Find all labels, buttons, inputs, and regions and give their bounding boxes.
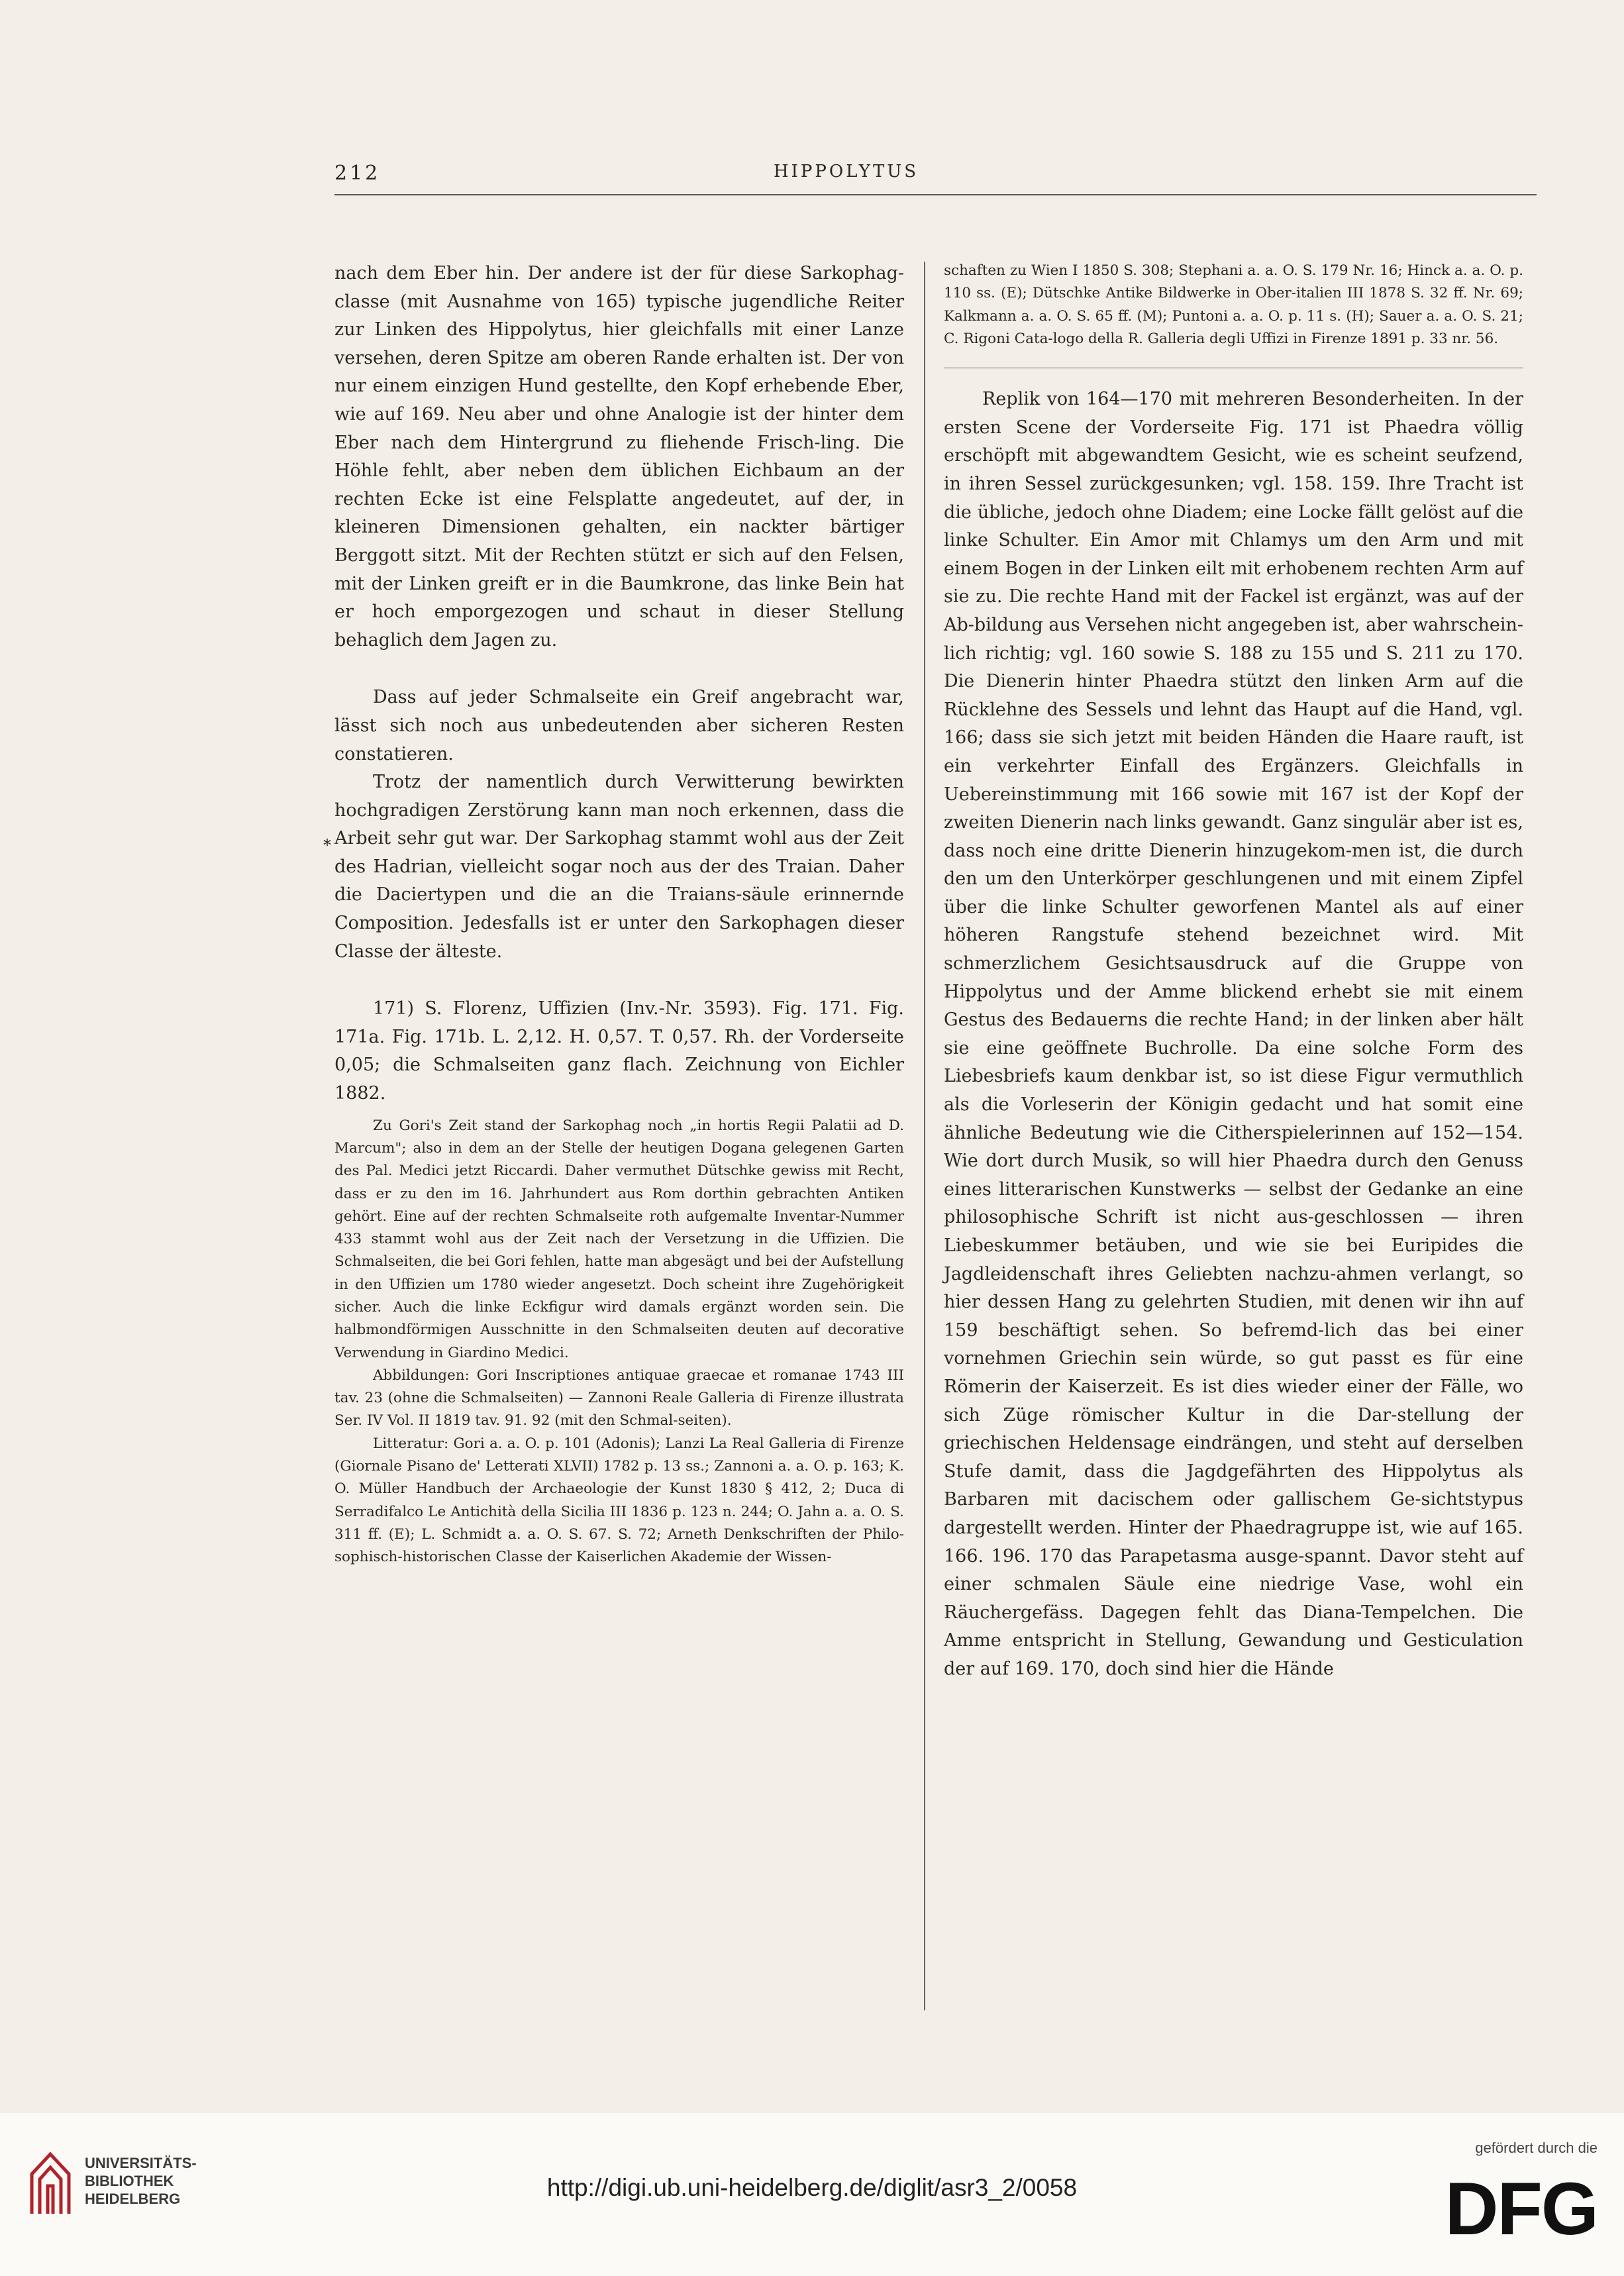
library-name-line-1: UNIVERSITÄTS- xyxy=(85,2155,197,2171)
margin-mark: * xyxy=(323,836,331,854)
catalogue-entry-171: 171) S. Florenz, Uffizien (Inv.-Nr. 3593). Fig. 171. Fig. 171a. Fig. 171b. L. 2,12. H. 0,57. T. 0,57. Rh. der Vorderseite 0,05; die Schmalseiten ganz flach. Zeichnung von Eichler 1882. xyxy=(334,998,904,1104)
left-column xyxy=(334,260,904,1569)
permalink-url[interactable]: http://digi.ub.uni-heidelberg.de/diglit/asr3_2/0058 xyxy=(546,2174,1078,2201)
digitization-footer xyxy=(0,2113,1624,2276)
library-name-line-3: HEIDELBERG xyxy=(85,2191,181,2207)
page-number: 212 xyxy=(334,162,381,185)
header-rule xyxy=(334,194,1537,195)
left-para-3: Trotz der namentlich durch Verwitterung bewirkten hochgradigen Zerstörung kann man noch erkennen, dass die Arbeit sehr gut war. Der Sarkophag stammt wohl aus der Zeit des Hadrian, vielleicht sogar noch aus der des Traian. Daher die Daciertypen und die an die Traians-säule erinnernde Composition. Jedesfalls ist er unter den Sarkophagen dieser Classe der älteste. xyxy=(334,772,904,962)
left-para-1: nach dem Eber hin. Der andere ist der für diese Sarkophag-classe (mit Ausnahme von 165) typische jugendliche Reiter zur Linken des Hippolytus, hier gleichfalls mit einer Lanze versehen, deren Spitze am oberen Rande erhalten ist. Der von nur einem einzigen Hund gestellte, den Kopf erhebende Eber, wie auf 169. Neu aber und ohne Analogie ist der hinter dem Eber nach dem Hintergrund zu fliehende Frisch-ling. Die Höhle fehlt, aber neben dem üblichen Eichbaum an der rechten Ecke ist eine Felsplatte angedeutet, auf der, in kleineren Dimensionen gehalten, ein nackter bärtiger Berggott sitzt. Mit der Rechten stützt er sich auf den Felsen, mit der Linken greift er in die Baumkrone, das linke Bein hat er hoch emporgezogen und schaut in dieser Stellung behaglich dem Jagen zu. xyxy=(334,263,904,650)
right-para-1: Replik von 164—170 mit mehreren Besonderheiten. In der ersten Scene der Vorderseite Fig. 171 ist Phaedra völlig erschöpft mit abgewandtem Gesicht, wie es scheint seufzend, in ihren Sessel zurückgesunken; vgl. 158. 159. Ihre Tracht ist die übliche, jedoch ohne Diadem; eine Locke fällt gelöst auf die linke Schulter. Ein Amor mit Chlamys um den Arm und mit einem Bogen in der Linken eilt mit erhobenem rechten Arm auf sie zu. Die rechte Hand mit der Fackel ist ergänzt, was auf der Ab-bildung aus Versehen nicht angegeben ist, aber wahrschein-lich richtig; vgl. 160 sowie S. 188 zu 155 und S. 211 zu 170. Die Dienerin hinter Phaedra stützt den linken Arm auf die Rücklehne des Sessels und lehnt das Haupt auf die Hand, vgl. 166; dass sie sich jetzt mit beiden Händen die Haare rauft, ist ein verkehrter Einfall des Ergänzers. Gleichfalls in Uebereinstimmung mit 166 sowie mit 167 ist der Kopf der zweiten Dienerin nach links gewandt. Ganz singulär aber ist es, dass noch eine dritte Dienerin hinzugekom-men ist, die durch den um den Unterkörper geschlungenen und mit einem Zipfel über die linke Schulter geworfenen Mantel als auf einer höheren Rangstufe stehend bezeichnet wird. Mit schmerzlichem Gesichtsausdruck auf die Gruppe von Hippolytus und der Amme blickend erhebt sie mit einem Gestus des Bedauerns die rechte Hand; in der linken aber hält sie eine geöffnete Buchrolle. Da eine solche Form des Liebesbriefs kaum denkbar ist, so ist diese Figur vermuthlich als die Vorleserin der Königin gedacht und hat somit eine ähnliche Bedeutung wie die Citherspielerinnen auf 152—154. Wie dort durch Musik, so will hier Phaedra durch den Genuss eines litterarischen Kunstwerks — selbst der Gedanke an eine philosophische Schrift ist nicht aus-geschlossen — ihren Liebeskummer betäuben, und wie sie bei Euripides die Jagdleidenschaft ihres Geliebten nachzu-ahmen verlangt, so hier dessen Hang zu gelehrten Studien, mit denen wir ihn auf 159 beschäftigt sehen. So befremd-lich das bei einer vornehmen Griechin sein würde, so gut passt es für eine Römerin der Kaiserzeit. Es ist dies wieder einer der Fälle, wo sich Züge römischer Kultur in die Dar-stellung der griechischen Heldensage eindrängen, und steht auf derselben Stufe damit, dass die Jagdgefährten des Hippolytus als Barbaren mit dacischem oder gallischem Ge-sichtstypus dargestellt werden. Hinter der Phaedragruppe ist, wie auf 165. 166. 196. 170 das Parapetasma ausge-spannt. Davor steht auf einer schmalen Säule eine niedrige Vase, wohl ein Räuchergefäss. Dagegen fehlt das Diana-Tempelchen. Die Amme entspricht in Stellung, Gewandung und Gesticulation der auf 169. 170, doch sind hier die Hände xyxy=(944,389,1523,1679)
footnote-abbildungen: Abbildungen: Gori Inscriptiones antiquae graecae et romanae 1743 III tav. 23 (ohne die Schmalseiten) — Zannoni Reale Galleria di Firenze illustrata Ser. IV Vol. II 1819 tav. 91. 92 (mit den Schmal-seiten). xyxy=(334,1367,904,1429)
right-column xyxy=(944,260,1523,1684)
left-para-2: Dass auf jeder Schmalseite ein Greif angebracht war, lässt sich noch aus unbedeutenden aber sicheren Resten constatieren. xyxy=(334,687,904,764)
dfg-logo: DFG xyxy=(1445,2167,1598,2250)
running-title: HIPPOLYTUS xyxy=(773,162,919,181)
column-rule xyxy=(924,262,925,2010)
footnote-divider xyxy=(944,350,1523,368)
page-header xyxy=(334,162,1358,188)
sponsor-label: gefördert durch die xyxy=(1475,2140,1598,2156)
footnote-provenance: Zu Gori's Zeit stand der Sarkophag noch „in hortis Regii Palatii ad D. Marcum"; also in dem an der Stelle der heutigen Dogana gelegenen Garten des Pal. Medici jetzt Riccardi. Daher vermuthet Dütschke gewiss mit Recht, dass er zu den im 16. Jahrhundert aus Rom dorthin gebrachten Antiken gehört. Eine auf der rechten Schmalseite roth aufgemalte Inventar-Nummer 433 stammt wohl aus der Zeit nach der Versetzung in die Uffizien. Die Schmalseiten, die bei Gori fehlen, hatte man abgesägt und bei der Aufstellung in den Uffizien um 1780 wieder angesetzt. Doch scheint ihre Zugehörigkeit sicher. Auch die linke Eckfigur wird damals ergänzt worden sein. Die halbmondförmigen Ausschnitte in den Schmalseiten deuten auf decorative Verwendung in Giardino Medici. xyxy=(334,1117,904,1361)
footnote-litteratur: Litteratur: Gori a. a. O. p. 101 (Adonis); Lanzi La Real Galleria di Firenze (Giornale Pisano de' Letterati XLVII) 1782 p. 13 ss.; Zannoni a. a. O. p. 163; K. O. Müller Handbuch der Archaeologie der Kunst 1830 § 412, 2; Duca di Serradifalco Le Antichità della Sicilia III 1836 p. 123 n. 244; O. Jahn a. a. O. S. 311 ff. (E); L. Schmidt a. a. O. S. 67. S. 72; Arneth Denkschriften der Philo-sophisch-historischen Classe der Kaiserlichen Akademie der Wissen- xyxy=(334,1435,904,1566)
footnote-litteratur-continued: schaften zu Wien I 1850 S. 308; Stephani a. a. O. S. 179 Nr. 16; Hinck a. a. O. p. 110 ss. (E); Dütschke Antike Bildwerke in Ober-italien III 1878 S. 32 ff. Nr. 69; Kalkmann a. a. O. S. 65 ff. (M); Puntoni a. a. O. p. 11 s. (H); Sauer a. a. O. S. 21; C. Rigoni Cata-logo della R. Galleria degli Uffizi in Firenze 1891 p. 33 nr. 56. xyxy=(944,262,1523,347)
library-name-line-2: BIBLIOTHEK xyxy=(85,2173,174,2189)
